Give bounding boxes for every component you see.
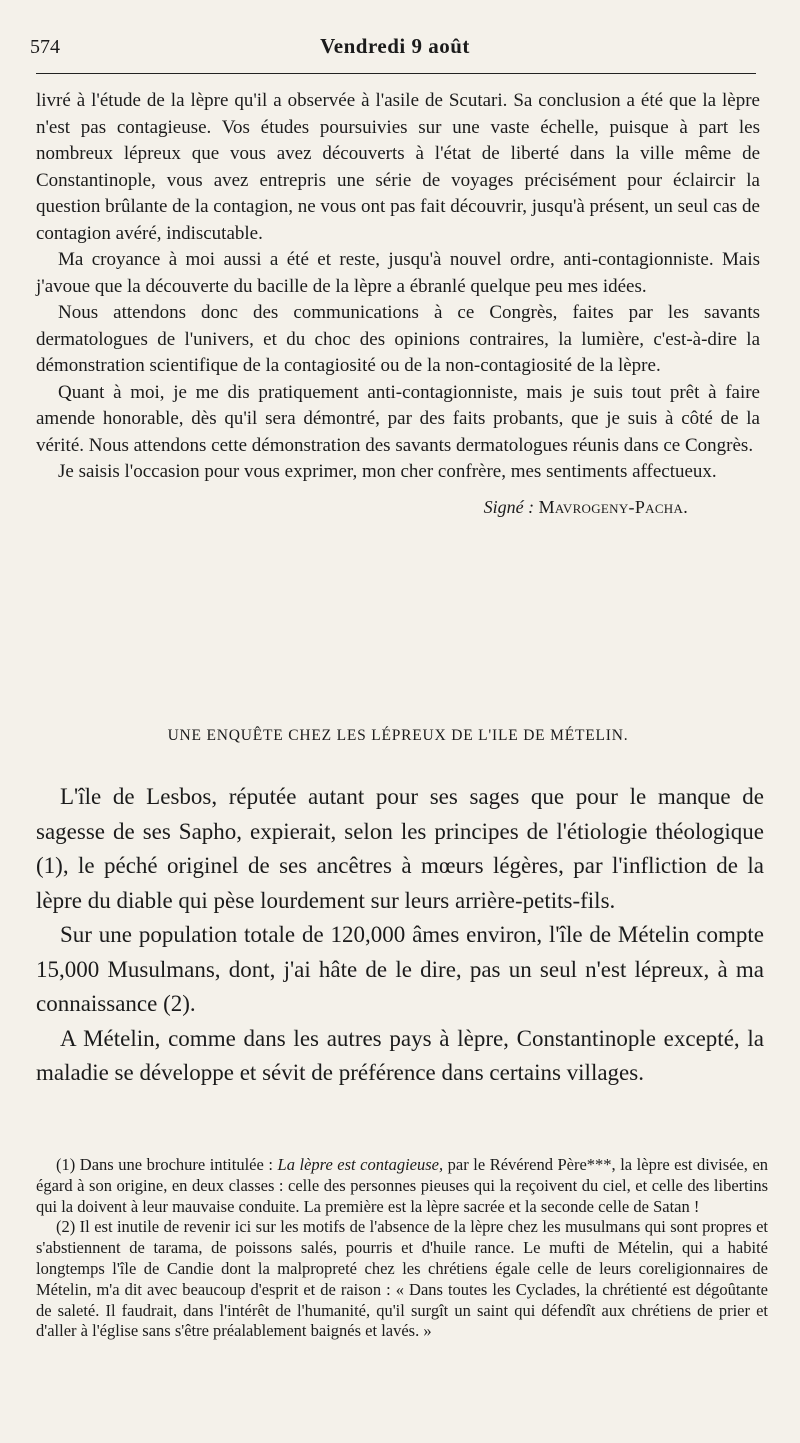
page-header xyxy=(30,30,760,64)
letter-paragraph: livré à l'étude de la lèpre qu'il a observée à l'asile de Scutari. Sa conclusion a été que la lèpre n'est pas contagieuse. Vos études poursuivies sur une vaste échelle, puisque à part les nombreux lépreux que vous avez découverts à l'état de liberté dans la ville même de Constantinople, vous avez entrepris une série de voyages précisément pour éclaircir la question brûlante de la contagion, ne vous ont pas fait découvrir, jusqu'à présent, un seul cas de contagion avéré, indiscutable. xyxy=(36,90,760,244)
header-rule xyxy=(36,73,756,74)
running-title: Vendredi 9 août xyxy=(320,34,470,58)
letter-paragraph: Ma croyance à moi aussi a été et reste, jusqu'à nouvel ordre, anti-contagionniste. Mais j'avoue que la découverte du bacille de la lèpre a ébranlé quelque peu mes idées. xyxy=(36,249,760,297)
letter-paragraph: Quant à moi, je me dis pratiquement anti-contagionniste, mais je suis tout prêt à faire amende honorable, dès qu'il sera démontré, par des faits probants, que je suis à côté de la vérité. Nous attendons cette démonstration des savants dermatologues réunis dans ce Congrès. xyxy=(36,381,760,456)
footnote-2: (2) Il est inutile de revenir ici sur les motifs de l'absence de la lèpre chez les musulmans qui sont propres et s'abstiennent de tarama, de poissons salés, pourris et d'huile rance. Le mufti de Mételin, qui a habité longtemps l'île de Candie dont la malpropreté chez les chrétiens égale celle de leurs coreligionnaires de Mételin, m'a dit avec beaucoup d'esprit et de raison : « Dans toutes les Cyclades, la chrétienté est dégoûtante de saleté. Il faudrait, dans l'intérêt de l'humanité, qu'il surgît un saint qui défendît aux chrétiens de prier et d'aller à l'église sans s'être préalablement baignés et lavés. » xyxy=(36,1217,768,1341)
body-paragraph: Sur une population totale de 120,000 âmes environ, l'île de Mételin compte 15,000 Musulmans, dont, j'ai hâte de le dire, pas un seul n'est lépreux, à ma connaissance (2). xyxy=(36,922,764,1016)
signature-name: Mavrogeny-Pacha. xyxy=(538,496,688,517)
letter-paragraph: Je saisis l'occasion pour vous exprimer, mon cher confrère, mes sentiments affectueux. xyxy=(58,461,717,482)
signature xyxy=(36,494,760,521)
letter-text xyxy=(36,88,760,520)
footnote-1-prefix: (1) Dans une brochure intitulée : xyxy=(56,1155,273,1174)
body-paragraph: L'île de Lesbos, réputée autant pour ses sages que pour le manque de sagesse de ses Sapho, expierait, selon les principes de l'étiologie théologique (1), le péché originel de ses ancêtres à mœurs légères, par l'infliction de la lèpre du diable qui pèse lourdement sur leurs arrière-petits-fils. xyxy=(36,784,764,913)
signature-label: Signé : xyxy=(483,496,535,517)
page-number: 574 xyxy=(30,36,60,58)
body-paragraph: A Mételin, comme dans les autres pays à lèpre, Constantinople excepté, la maladie se développe et sévit de préférence dans certains villages. xyxy=(36,1025,764,1085)
footnote-1-text: par le Révérend Père***, la lèpre est divisée, en égard à son origine, en deux classes : celle des personnes pieuses qui la reçoivent du ciel, et celle des libertins qui la doivent à leur mauvaise conduite. La première est la lèpre sacrée et la seconde celle de Satan ! xyxy=(36,1155,769,1216)
letter-paragraph: Nous attendons donc des communications à ce Congrès, faites par les savants dermatologues de l'univers, et du choc des opinions contraires, la lumière, c'est-à-dire la démonstration scientifique de la contagiosité ou de la non-contagiosité de la lèpre. xyxy=(36,302,760,376)
footnote-1-title: La lèpre est contagieuse, xyxy=(277,1155,444,1174)
footnote-1 xyxy=(36,1155,768,1217)
article-body xyxy=(36,780,764,1091)
section-title: UNE ENQUÊTE CHEZ LES LÉPREUX DE L'ILE DE MÉTELIN. xyxy=(167,727,629,744)
footnotes xyxy=(36,1155,768,1342)
